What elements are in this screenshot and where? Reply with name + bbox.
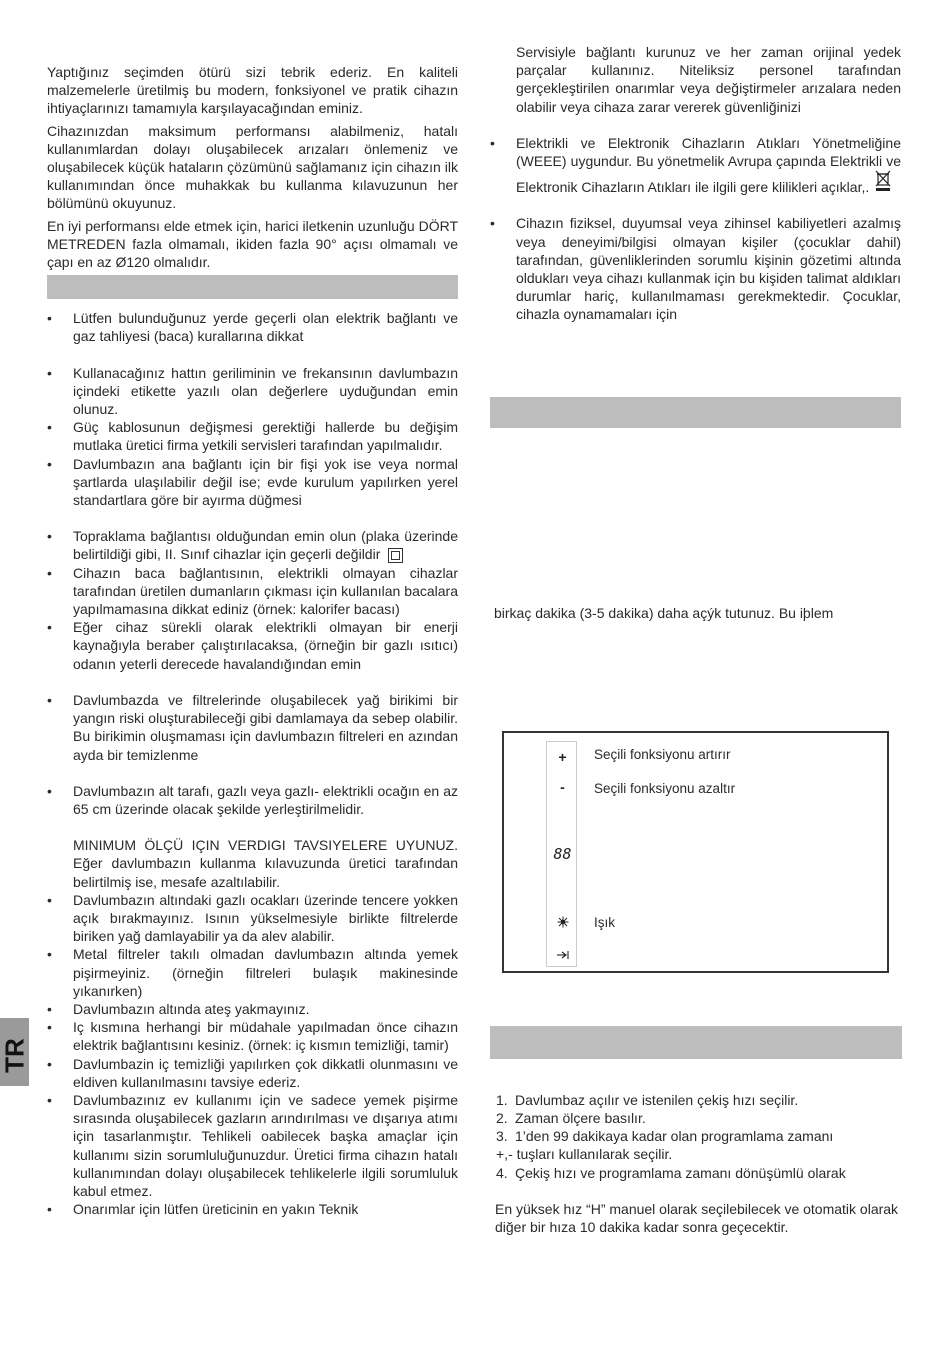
light-icon	[547, 915, 578, 931]
list-item: 2. Zaman ölçere basılır.	[496, 1110, 646, 1127]
weee-bin-icon	[875, 170, 891, 196]
minutes-text: birkaç dakika (3-5 dakika) daha açýk tutunuz. Bu iþlem	[494, 604, 834, 621]
list-item: 4. Çekiş hızı ve programlama zamanı dönüşümlü olarak	[496, 1164, 846, 1181]
list-item: • Topraklama bağlantısı olduğundan emin olun (plaka üzerinde belirtildiği gibi, II. Sınıf cihazlar için geçerli değildir	[47, 528, 458, 563]
section-header-bar	[490, 397, 901, 428]
list-item: • Kullanacağınız hattın geriliminin ve frekansının davlumbazın içindeki etikette yazılı olan değerlere uyduğundan emin olunuz.	[47, 364, 458, 418]
list-item: 3. 1’den 99 dakikaya kadar olan programlama zamanı	[496, 1128, 834, 1145]
language-code: TR	[0, 1038, 30, 1073]
intro-paragraph-1: Yaptığınız seçimden ötürü sizi tebrik ederiz. En kaliteli malzemelerle üretilmiş bu modern, fonksiyonel ve pratik cihazın ihtiyaçlarınızı tamamıyla karşılayacağından eminiz.	[47, 64, 458, 117]
timer-arrow-icon	[547, 947, 578, 963]
section-header-bar	[47, 275, 458, 299]
list-item: • Davlumbazın altında ateş yakmayınız.	[47, 1000, 310, 1017]
language-side-tab	[0, 1018, 29, 1086]
list-item: • Davlumbazın ana bağlantı için bir fişi yok ise veya normal şartlarda ulaşılabilir değil ise; evde kurulum yapılırken yerel standartlara göre bir ayırma düğmesi	[47, 455, 458, 509]
list-item: • Cihazın baca bağlantısının, elektrikli olmayan cihazlar tarafından üretilen dumanların çıkması için kullanılan bacalara yapılmamasına dikkat ediniz (örnek: kalorifer bacası)	[47, 564, 458, 618]
list-item: • Davlumbazınız ev kullanımı için ve sadece yemek pişirme sırasında oluşabilecek gazların arındırılması ve dışarıya atımı için tasarlanmıştır. Tehlikeli oabilecek başka amaçlar için kullanımı sizin sorumluluğunuzdur. Üretici firma cihazın hatalı kullanımından dolayı oluşabilecek tehlikelerle ilgili sorumluluk kabul etmez.	[47, 1091, 458, 1199]
list-item: • Güç kablosunun değişmesi gerektiği hallerde bu değişim mutlaka üretici firma yetkili servisleri tarafından yapılmalıdır.	[47, 419, 458, 454]
list-item: • Davlumbazın alt tarafı, gazlı veya gazlı- elektrikli ocağın en az 65 cm üzerinde olacak şekilde yerleştirilmelidir.	[47, 782, 458, 817]
left-column	[47, 63, 458, 1218]
class-two-icon	[388, 548, 403, 563]
list-item: • Onarımlar için lütfen üreticinin en yakın Teknik	[47, 1201, 359, 1218]
section-header-bar	[490, 1026, 902, 1059]
control-panel-diagram	[502, 731, 889, 973]
list-item: 1. Davlumbaz açılır ve istenilen çekiş hızı seçilir.	[496, 1091, 799, 1108]
plus-label: Seçili fonksiyonu artırır	[594, 747, 731, 762]
right-column	[490, 43, 901, 1236]
list-item: • Elektrikli ve Elektronik Cihazların Atıkları Yönetmeliğine (WEEE) uygundur. Bu yönetmelik Avrupa çapında Elektrikli ve Elektronik Cihazların Atıkları ile ilgili gere klilikleri açıklar,.	[490, 134, 901, 196]
list-item: • Lütfen bulunduğunuz yerde geçerli olan elektrik bağlantı ve gaz tahliyesi (baca) kurallarına dikkat	[47, 310, 458, 345]
timer-steps	[490, 1091, 901, 1182]
list-item: • Eğer cihaz sürekli olarak elektrikli olmayan bir enerji kaynağıyla beraber çalıştırılacaksa, (örneğin bir gazlı ısıtıcı) odanın yeterli derecede havalandığından emin	[47, 619, 458, 672]
display-readout: 88	[553, 845, 572, 863]
plus-symbol: +	[558, 749, 567, 765]
button-strip	[546, 741, 577, 967]
list-item: • Davlumbazda ve filtrelerinde oluşabilecek yağ birikimi bir yangın riski oluşturabileceği gibi damlamaya da sebep olabilir. Bu birikimin oluşmaması için davlumbazın filtreleri en azından ayda bir temizlenme	[47, 691, 458, 763]
light-label: Işık	[594, 915, 616, 930]
list-item-continuation: +,- tuşları kullanılarak seçilir.	[496, 1146, 673, 1163]
list-item-continuation: MINIMUM ÖLÇÜ IÇIN VERDIGI TAVSIYELERE UYUNUZ. Eğer davlumbazın kullanma kılavuzunda üretici tarafından belirtilmiş ise, mesafe azaltılabilir.	[73, 837, 458, 890]
minus-symbol: -	[560, 779, 565, 795]
list-item: • Iç kısmına herhangi bir müdahale yapılmadan önce cihazın elektrik bağlantısını kesiniz. (örnek: iç kısmın temizliği, tamir)	[47, 1019, 458, 1054]
safety-list	[47, 309, 458, 1218]
list-item: • Cihazın fiziksel, duyumsal veya zihinsel kabiliyetleri azalmış veya deneyimi/bilgisi olmayan kişiler (çocuklar dahil) tarafından, güvenliklerinden sorumlu kişinin gözetimi altında oldukları veya cihazı kullanmak için bu kişiden talimat aldıkları durumlar hariç, kullanılmaması gerekmektedir. Çocuklar, cihazla oynamamaları için	[490, 215, 901, 323]
minus-label: Seçili fonksiyonu azaltır	[594, 781, 736, 796]
list-item: • Davlumbazin iç temizliği yapılırken çok dikkatli olunmasını ve eldiven kullanılmasını tavsiye ederiz.	[47, 1055, 458, 1090]
list-item: • Metal filtreler takılı olmadan davlumbazın altında yemek pişirmeyiniz. (örneğin filtreleri bulaşık makinesinde yıkanırken)	[47, 946, 458, 999]
final-note: En yüksek hız “H” manuel olarak seçilebilecek ve otomatik olarak diğer bir hıza 10 dakika kadar sonra geçecektir.	[495, 1200, 899, 1236]
intro-paragraph-3: En iyi performansı elde etmek için, harici iletkenin uzunluğu DÖRT METREDEN fazla olmamalı, ikiden fazla 90° açısı olmamalı ve çapı en az Ø120 olmalıdır.	[47, 217, 458, 271]
list-item: • Davlumbazın altındaki gazlı ocakları üzerinde tencere yokken açık bırakmayınız. Isının yükselmesiyle birlikte filtrelerde biriken yağ damlayabilir ya da alev alabilir.	[47, 891, 458, 945]
list-item-continuation: Servisiyle bağlantı kurunuz ve her zaman orijinal yedek parçalar kullanınız. Niteliksiz personel tarafından gerçekleştirilen onarımlar veya değiştirmeler arızalara neden olabilir veya cihaza zarar vererek güvenliğinizi	[516, 44, 901, 115]
intro-paragraph-2: Cihazınızdan maksimum performansı alabilmeniz, hatalı kullanımlardan dolayı oluşabilecek arızaları önlemeniz ve oluşabilecek küçük hataların çözümünü sağlamanız için cihazın ilk kullanımından önce muhakkak bu kullanma kılavuzunun her bölümünü okuyunuz.	[47, 122, 458, 212]
